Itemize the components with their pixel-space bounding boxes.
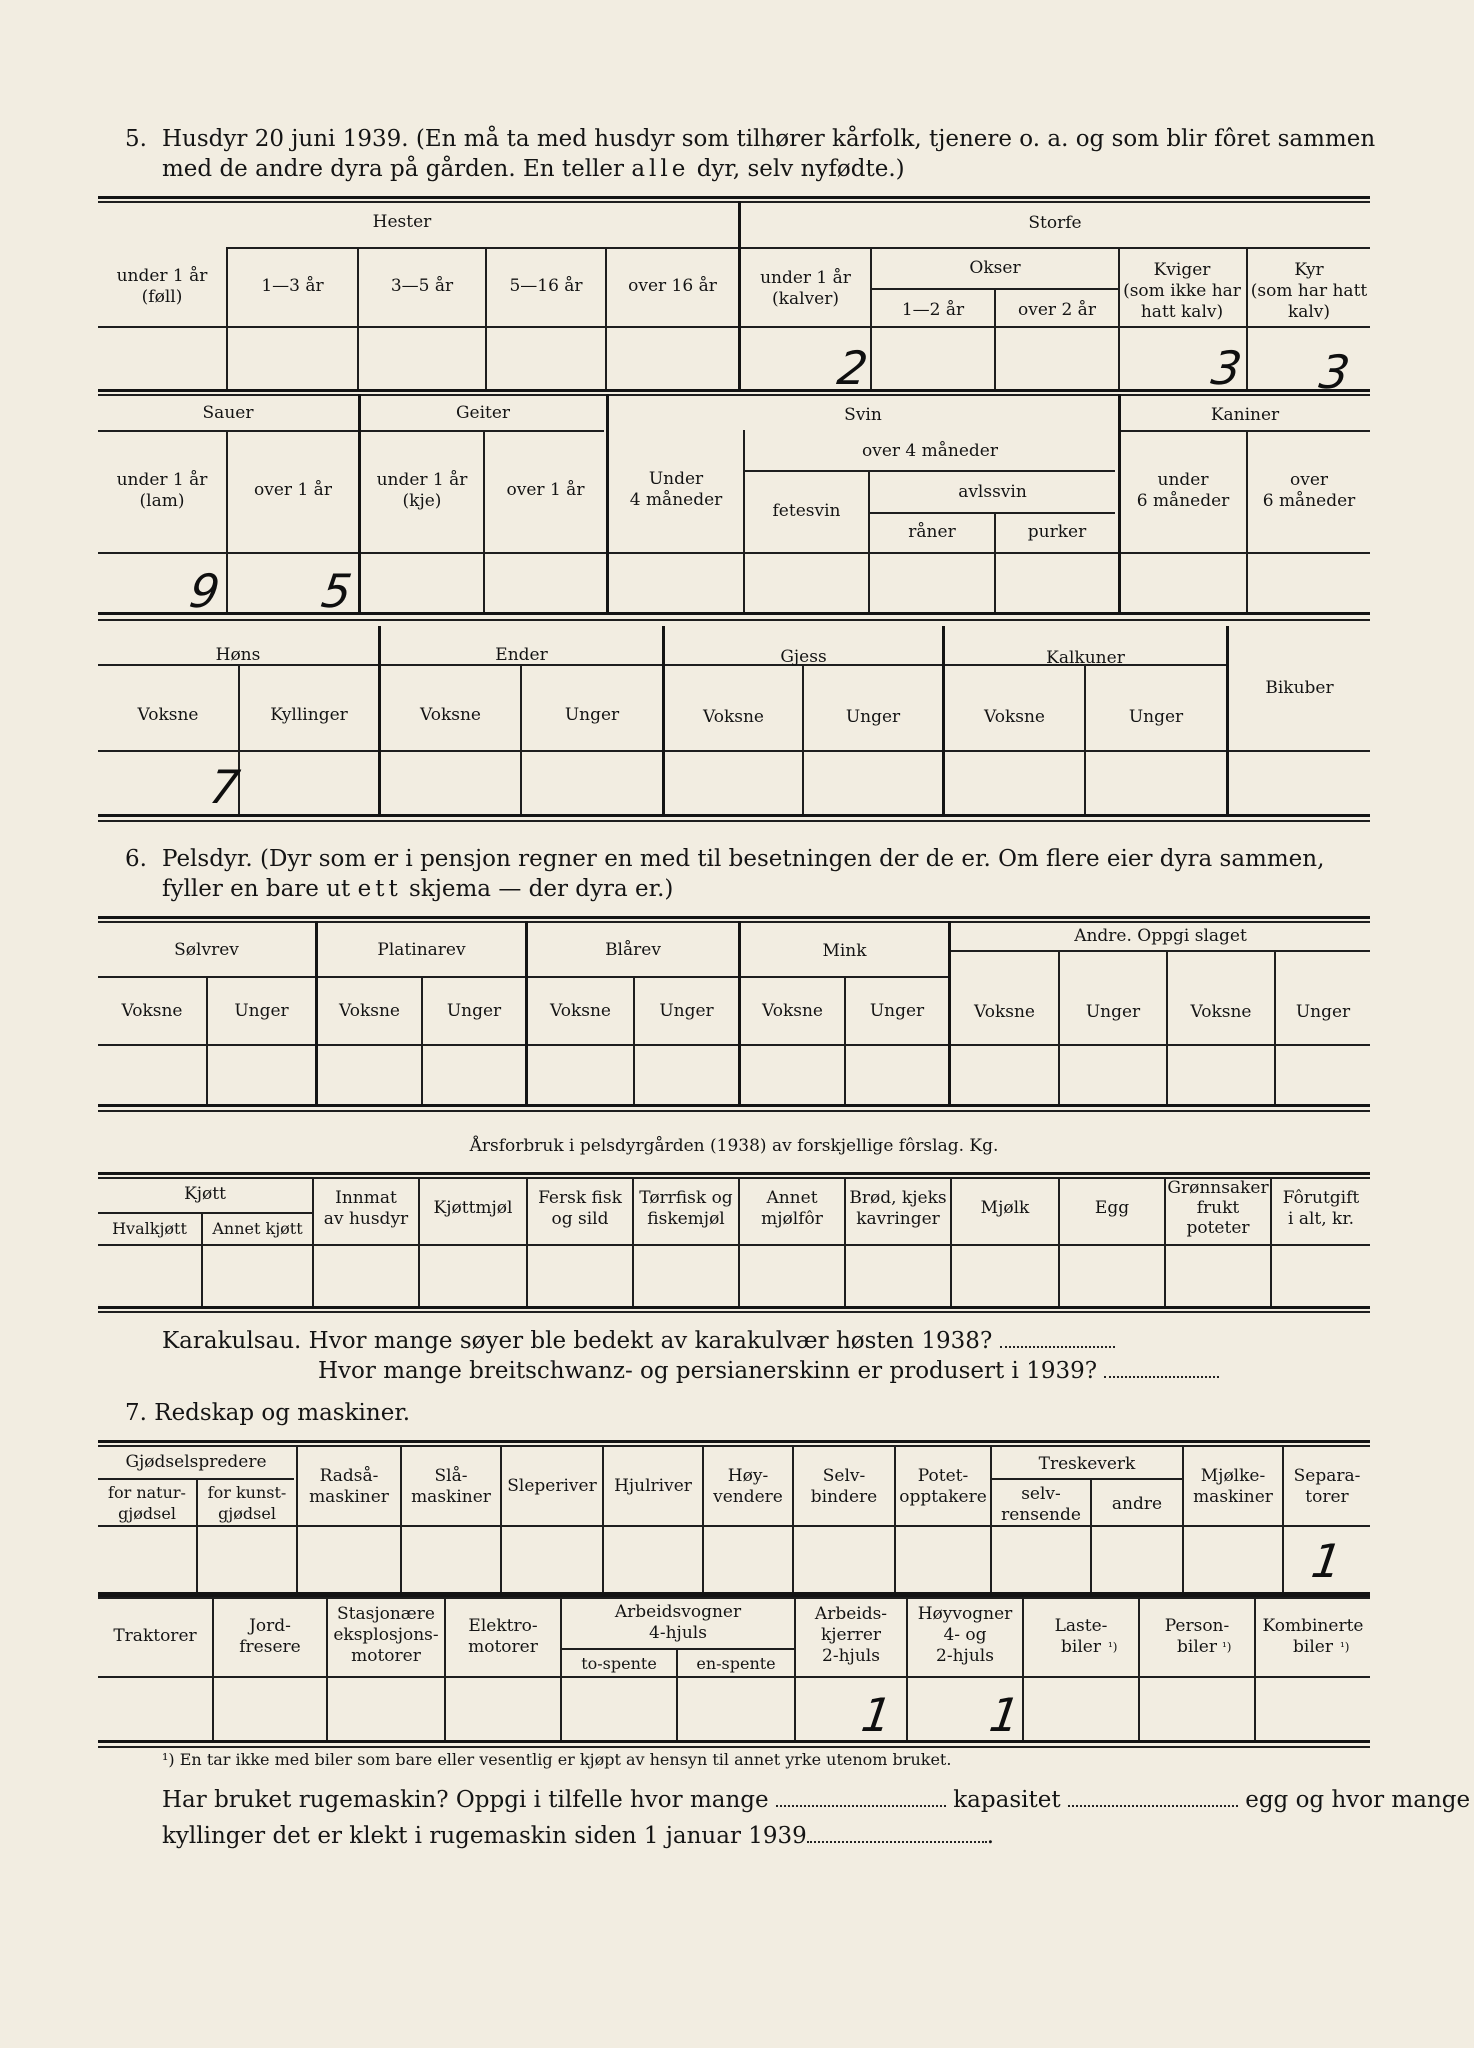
gjodsel-header: Gjødselspredere — [125, 1452, 267, 1472]
sauer-col-over-1: over 1 år — [254, 480, 332, 500]
svin-under-4: Under 4 måneder — [629, 469, 723, 510]
value-arbeidskjerrer: 1 — [858, 1688, 896, 1742]
pels-voksne-2: Voksne — [339, 1001, 400, 1021]
footnote: ¹) En tar ikke med biler som bare eller vesentlig er kjøpt av hensyn til annet yrke utenom bruket. — [162, 1750, 952, 1769]
gjodsel-natur: for natur- gjødsel — [108, 1483, 186, 1523]
value-hoyvogner: 1 — [986, 1688, 1024, 1742]
hester-col-over-16: over 16 år — [628, 276, 717, 296]
lastebiler: Laste- biler — [1054, 1616, 1108, 1657]
radsamaskiner: Radså- maskiner — [309, 1466, 389, 1507]
gjess-unger: Unger — [845, 707, 901, 727]
treskeverk-header: Treskeverk — [1038, 1454, 1136, 1474]
geiter-col-kje: under 1 år (kje) — [376, 470, 468, 511]
forbruk-kjottmjol: Kjøttmjøl — [433, 1198, 513, 1218]
section-7-title: 7. Redskap og maskiner. — [125, 1400, 411, 1426]
pels-voksne-4: Voksne — [762, 1001, 823, 1021]
forbruk-mjolk: Mjølk — [980, 1198, 1030, 1218]
ender-header: Ender — [495, 645, 548, 665]
storfe-kviger: Kviger (som ikke har hatt kalv) — [1123, 260, 1241, 322]
sauer-col-lam: under 1 år (lam) — [116, 470, 208, 511]
rugemaskin-question-2: kyllinger det er klekt i rugemaskin siden 1 januar 1939 . — [162, 1823, 995, 1849]
hoyvendere: Høy- vendere — [713, 1466, 783, 1507]
ender-voksne: Voksne — [420, 705, 481, 725]
svin-header: Svin — [844, 405, 882, 425]
geiter-col-over-1: over 1 år — [506, 480, 585, 500]
forbruk-gronnsaker: Grønnsaker frukt poteter — [1167, 1178, 1269, 1238]
section-5-line-2: med de andre dyra på gården. En teller alle dyr, selv nyfødte.) — [162, 156, 905, 182]
section-6-line-1: Pelsdyr. (Dyr som er i pensjon regner en med til besetningen der de er. Om flere eier dyra sammen, — [162, 846, 1325, 872]
forbruk-torrfisk: Tørrfisk og fiskemjøl — [639, 1188, 733, 1229]
forbruk-forutgift: Fôrutgift i alt, kr. — [1282, 1188, 1360, 1229]
personbiler-sup: ¹) — [1222, 1640, 1232, 1654]
arbeidsvogner-en-spente: en-spente — [696, 1654, 776, 1673]
blarev-header: Blårev — [605, 940, 661, 960]
pels-unger-6: Unger — [1295, 1002, 1351, 1022]
forbruk-brod: Brød, kjeks kavringer — [849, 1188, 947, 1229]
jordfresere: Jord- freserе — [239, 1616, 301, 1657]
pels-unger-1: Unger — [234, 1001, 289, 1021]
hons-kyllinger: Kyllinger — [270, 705, 348, 725]
value-separatorer: 1 — [1308, 1534, 1346, 1588]
arbeidsvogner-to-spente: to-spente — [581, 1654, 657, 1673]
svin-over-4: over 4 måneder — [862, 441, 998, 461]
hester-col-5-16: 5—16 år — [509, 276, 583, 296]
treskeverk-andre: andre — [1111, 1494, 1163, 1514]
section-5-line-1: Husdyr 20 juni 1939. (En må ta med husdyr som tilhører kårfolk, tjenere o. a. og som blir fôret sammen — [162, 126, 1376, 152]
forbruk-fersk-fisk: Fersk fisk og sild — [538, 1188, 622, 1229]
personbiler: Person- biler — [1164, 1616, 1230, 1657]
value-sauer-lam: 9 — [186, 564, 224, 618]
okser-col-1-2: 1—2 år — [901, 300, 965, 320]
kjott-header: Kjøtt — [184, 1184, 226, 1204]
svin-purker: purker — [1027, 522, 1087, 542]
solvrev-header: Sølvrev — [174, 940, 239, 960]
elektromotorer: Elektro- motorer — [468, 1616, 538, 1657]
kjott-annet: Annet kjøtt — [212, 1219, 303, 1238]
slamaskiner: Slå- maskiner — [411, 1466, 491, 1507]
pels-unger-2: Unger — [446, 1001, 502, 1021]
andre-header: Andre. Oppgi slaget — [1074, 926, 1247, 946]
hoyvogner: Høyvogner 4- og 2-hjuls — [917, 1604, 1013, 1666]
rugemaskin-question-1: Har bruket rugemaskin? Oppgi i tilfelle hvor mange kapasitet egg og hvor mange — [162, 1787, 1471, 1813]
hjulriver: Hjulriver — [614, 1476, 692, 1496]
section-6-number: 6. — [125, 846, 147, 872]
pels-voksne-1: Voksne — [121, 1001, 183, 1021]
forbruk-title: Årsforbruk i pelsdyrgården (1938) av forskjellige fôrslag. Kg. — [469, 1136, 999, 1156]
platinarev-header: Platinarev — [377, 940, 466, 960]
pels-unger-3: Unger — [659, 1001, 714, 1021]
hons-voksne: Voksne — [137, 705, 199, 725]
potetopptakere: Potet- opptakere — [899, 1466, 987, 1507]
pels-unger-4: Unger — [869, 1001, 925, 1021]
kaniner-header: Kaniner — [1210, 405, 1280, 425]
kalkuner-unger: Unger — [1128, 707, 1184, 727]
forbruk-annet-mjolfor: Annet mjølfôr — [761, 1188, 823, 1229]
kjott-hvalkjott: Hvalkjøtt — [112, 1219, 187, 1238]
kombinerte-biler: Kombinerte biler — [1262, 1616, 1364, 1657]
selvbindere: Selv- bindere — [810, 1466, 878, 1507]
hester-col-1-3: 1—3 år — [261, 276, 324, 296]
forbruk-innmat: Innmat av husdyr — [323, 1188, 409, 1229]
storfe-header: Storfe — [1028, 213, 1082, 233]
bikuber-header: Bikuber — [1265, 678, 1334, 698]
value-kalver: 2 — [834, 341, 872, 395]
svin-avlssvin: avlssvin — [958, 482, 1027, 502]
pels-voksne-5: Voksne — [974, 1002, 1035, 1022]
hons-header: Høns — [215, 645, 261, 665]
value-hons-voksne: 7 — [206, 760, 244, 814]
value-kyr: 3 — [1316, 345, 1354, 399]
sauer-header: Sauer — [202, 403, 254, 423]
lastebiler-sup: ¹) — [1108, 1640, 1118, 1654]
ender-unger: Unger — [564, 705, 620, 725]
arbeidsvogner-header: Arbeidsvogner 4-hjuls — [614, 1602, 742, 1643]
kalkuner-voksne: Voksne — [984, 707, 1045, 727]
geiter-header: Geiter — [455, 403, 511, 423]
arbeidskjerrer: Arbeids- kjerrer 2-hjuls — [814, 1604, 888, 1666]
karakul-question-2: Hvor mange breitschwanz- og persianerskinn er produsert i 1939? — [318, 1358, 1219, 1383]
hester-col-foll-text: under 1 år (føll) — [116, 266, 208, 307]
separatorer: Separa- torer — [1293, 1466, 1361, 1507]
gjodsel-kunst: for kunst- gjødsel — [207, 1483, 287, 1523]
mjolkemaskiner: Mjølke- maskiner — [1193, 1466, 1273, 1507]
value-kviger: 3 — [1208, 341, 1246, 395]
kombinerte-sup: ¹) — [1340, 1640, 1350, 1654]
storfe-kalver: under 1 år (kalver) — [760, 268, 851, 309]
section-5-number: 5. — [125, 126, 147, 152]
sleperiver: Sleperiver — [507, 1476, 597, 1496]
section-6-line-2: fyller en bare ut ett skjema — der dyra er.) — [162, 876, 674, 902]
gjess-header: Gjess — [780, 647, 827, 667]
pels-voksne-6: Voksne — [1190, 1002, 1252, 1022]
kaniner-over-6: over 6 måneder — [1262, 470, 1356, 511]
hester-header: Hester — [372, 212, 432, 232]
svin-raner: råner — [908, 522, 956, 542]
mink-header: Mink — [822, 941, 867, 961]
okser-col-over-2: over 2 år — [1018, 300, 1096, 320]
kaniner-under-6: under 6 måneder — [1136, 470, 1230, 511]
value-sauer-over-1: 5 — [318, 564, 356, 618]
pels-voksne-3: Voksne — [550, 1001, 611, 1021]
gjess-voksne: Voksne — [703, 707, 764, 727]
traktorer: Traktorer — [113, 1626, 197, 1646]
okser-header: Okser — [969, 258, 1021, 278]
karakul-question-1: Karakulsau. Hvor mange søyer ble bedekt av karakulvær høsten 1938? — [162, 1328, 1115, 1353]
stasjonaere-motorer: Stasjonære eksplosjons- motorer — [333, 1604, 439, 1666]
pels-unger-5: Unger — [1085, 1002, 1141, 1022]
svin-fetesvin: fetesvin — [772, 501, 841, 521]
storfe-kyr: Kyr (som har hatt kalv) — [1250, 260, 1368, 322]
forbruk-egg: Egg — [1094, 1198, 1130, 1218]
hester-col-3-5: 3—5 år — [390, 276, 454, 296]
treskeverk-selvrensende: selv- rensende — [1001, 1484, 1081, 1525]
kalkuner-header: Kalkuner — [1046, 648, 1125, 668]
